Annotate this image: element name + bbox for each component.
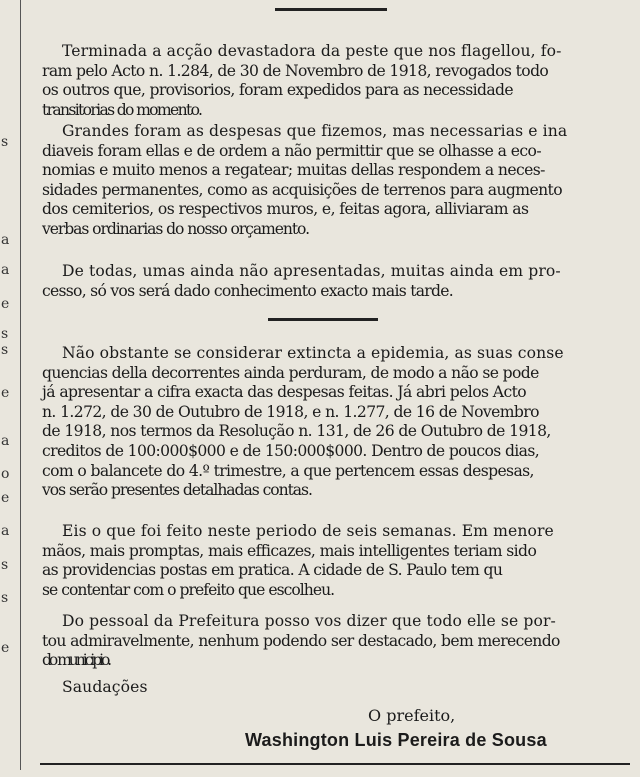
text-line: Do pessoal da Prefeitura posso vos dizer que todo elle se por- bbox=[62, 612, 556, 630]
text-line: com o balancete do 4.º trimestre, a que pertencem essas despesas, bbox=[42, 461, 534, 480]
paragraph-six-weeks bbox=[42, 522, 628, 600]
column-border bbox=[20, 0, 21, 770]
text-line: cesso, só vos será dado conhecimento exacto mais tarde. bbox=[42, 281, 454, 300]
text-line: sidades permanentes, como as acquisições de terrenos para augmento bbox=[42, 180, 562, 199]
margin-char: s bbox=[1, 326, 9, 342]
text-line: verbas ordinarias do nosso orçamento. bbox=[42, 219, 309, 238]
margin-char: a bbox=[1, 523, 10, 539]
margin-char: s bbox=[1, 342, 9, 358]
text-line: mãos, mais promptas, mais efficazes, mais intelligentes teriam sido bbox=[42, 541, 537, 560]
paragraph-expenses bbox=[42, 122, 628, 240]
margin-char: e bbox=[1, 385, 10, 401]
text-line: Não obstante se considerar extincta a epidemia, as suas conse bbox=[62, 344, 564, 362]
margin-char: a bbox=[1, 262, 10, 278]
text-line: vos serão presentes detalhadas contas. bbox=[42, 481, 312, 500]
text-line: n. 1.272, de 30 de Outubro de 1918, e n. 1.277, de 16 de Novembro bbox=[42, 402, 539, 421]
bottom-rule bbox=[40, 763, 630, 765]
paragraph-plague-end bbox=[42, 42, 628, 120]
margin-char: e bbox=[1, 296, 10, 312]
margin-char: s bbox=[1, 134, 9, 150]
text-line: Eis o que foi feito neste periodo de seis semanas. Em menore bbox=[62, 522, 554, 540]
text-line: tou admiravelmente, nenhum podendo ser destacado, bem merecendo bbox=[42, 631, 560, 650]
text-line: Grandes foram as despesas que fizemos, mas necessarias e ina bbox=[62, 122, 568, 140]
margin-char: o bbox=[1, 466, 10, 482]
text-line: diaveis foram ellas e de ordem a não permittir que se olhasse a eco- bbox=[42, 141, 541, 160]
text-line: De todas, umas ainda não apresentadas, muitas ainda em pro- bbox=[62, 262, 561, 280]
text-line: dos cemiterios, os respectivos muros, e, feitas agora, alliviaram as bbox=[42, 200, 529, 219]
text-line: Terminada a acção devastadora da peste que nos flagellou, fo- bbox=[62, 42, 562, 60]
closing-greeting: Saudações bbox=[62, 678, 148, 696]
text-line: nomias e muito menos a regatear; muitas dellas respondem a neces- bbox=[42, 161, 545, 180]
margin-char: e bbox=[1, 640, 10, 656]
top-rule bbox=[275, 8, 387, 11]
text-line: transitorias do momento. bbox=[42, 100, 202, 119]
text-line: as providencias postas em pratica. A cidade de S. Paulo tem qu bbox=[42, 561, 503, 580]
text-line: quencias della decorrentes ainda perduram, de modo a não se pode bbox=[42, 363, 539, 382]
signature-name: Washington Luis Pereira de Sousa bbox=[245, 730, 547, 750]
signature-title: O prefeito, bbox=[368, 706, 456, 725]
paragraph-credits bbox=[42, 344, 628, 501]
margin-char: a bbox=[1, 433, 10, 449]
text-line: do municipio. bbox=[42, 651, 109, 670]
text-line: ram pelo Acto n. 1.284, de 30 de Novembro de 1918, revogados todo bbox=[42, 61, 549, 80]
margin-char: s bbox=[1, 590, 9, 606]
margin-char: e bbox=[1, 490, 10, 506]
section-divider bbox=[268, 318, 378, 321]
text-line: já apresentar a cifra exacta das despesas feitas. Já abri pelos Acto bbox=[42, 383, 527, 402]
text-line: se contentar com o prefeito que escolheu. bbox=[42, 580, 335, 599]
text-line: de 1918, nos termos da Resolução n. 131, de 26 de Outubro de 1918, bbox=[42, 422, 551, 441]
text-line: creditos de 100:000$000 e de 150:000$000. Dentro de poucos dias, bbox=[42, 441, 540, 460]
margin-char: a bbox=[1, 232, 10, 248]
text-line: os outros que, provisorios, foram expedidos para as necessidade bbox=[42, 81, 513, 100]
paragraph-pending bbox=[42, 262, 628, 301]
paragraph-staff bbox=[42, 612, 628, 671]
margin-char: s bbox=[1, 557, 9, 573]
